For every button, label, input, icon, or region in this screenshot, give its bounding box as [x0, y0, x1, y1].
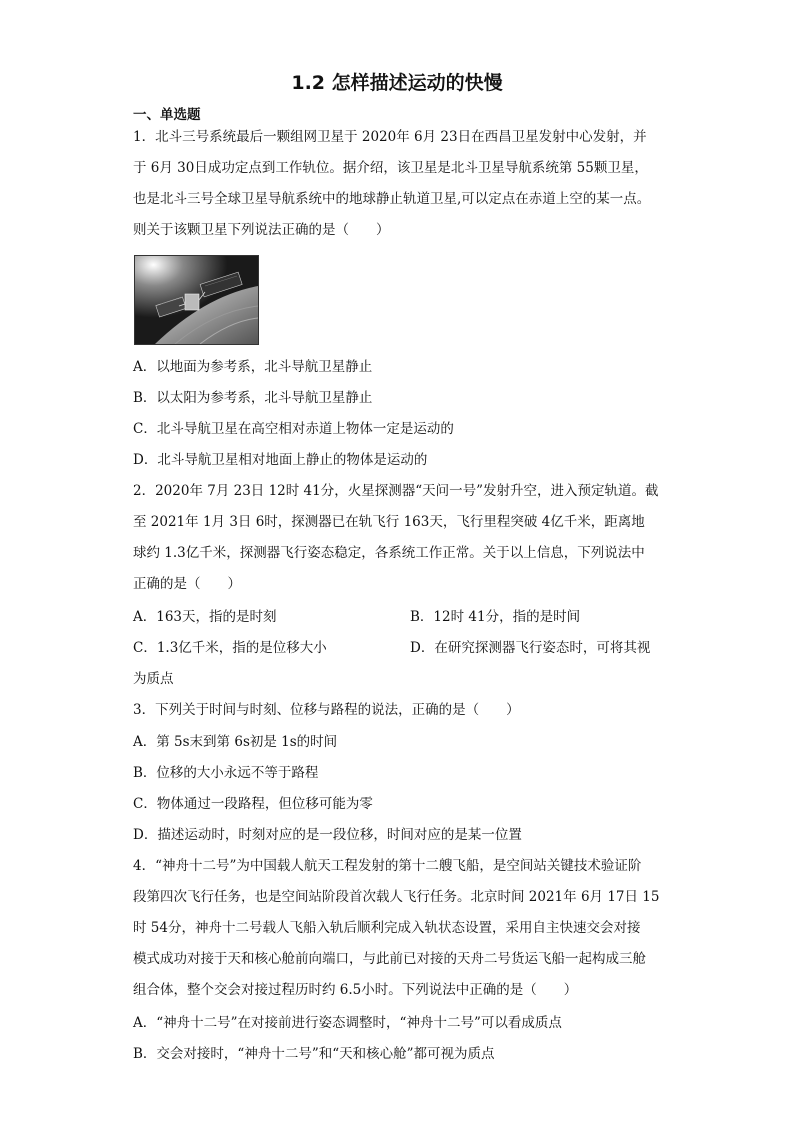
satellite-image: [134, 255, 259, 345]
q4-line-1: 4．“神舟十二号”为中国载人航天工程发射的第十二艘飞船，是空间站关键技术验证阶: [133, 858, 642, 874]
q3-option-d: D．描述运动时，时刻对应的是一段位移，时间对应的是某一位置: [133, 827, 522, 843]
section-heading: 一、单选题: [133, 107, 201, 123]
q1-line-1: 1．北斗三号系统最后一颗组网卫星于 2020年 6月 23日在西昌卫星发射中心发射，并: [133, 129, 647, 145]
q3-stem: 3．下列关于时间与时刻、位移与路程的说法，正确的是（ ）: [133, 702, 520, 718]
q3-option-b: B．位移的大小永远不等于路程: [133, 765, 319, 781]
q1-option-c: C．北斗导航卫星在高空相对赤道上物体一定是运动的: [133, 421, 454, 437]
q2-line-3: 球约 1.3亿千米，探测器飞行姿态稳定，各系统工作正常。关于以上信息，下列说法中: [133, 545, 645, 561]
q2-option-c: C．1.3亿千米，指的是位移大小: [133, 640, 327, 656]
q4-option-b: B．交会对接时，“神舟十二号”和“天和核心舱”都可视为质点: [133, 1046, 495, 1062]
q1-option-b: B．以太阳为参考系，北斗导航卫星静止: [133, 390, 373, 406]
q1-line-2: 于 6月 30日成功定点到工作轨位。据介绍，该卫星是北斗卫星导航系统第 55颗卫星，: [133, 160, 648, 176]
q2-line-1: 2．2020年 7月 23日 12时 41分，火星探测器“天问一号”发射升空，进入预定轨道。截: [133, 483, 659, 499]
q2-line-2: 至 2021年 1月 3日 6时，探测器已在轨飞行 163天，飞行里程突破 4亿千米，距离地: [133, 514, 645, 530]
page-title: 1.2 怎样描述运动的快慢: [291, 72, 503, 94]
q3-option-a: A．第 5s末到第 6s初是 1s的时间: [133, 734, 338, 750]
q2-option-d: D．在研究探测器飞行姿态时，可将其视: [410, 640, 651, 656]
q2-option-b: B．12时 41分，指的是时间: [410, 609, 581, 625]
q4-line-3: 时 54分，神舟十二号载人飞船入轨后顺利完成入轨状态设置，采用自主快速交会对接: [133, 920, 641, 936]
q1-line-3: 也是北斗三号全球卫星导航系统中的地球静止轨道卫星,可以定点在赤道上空的某一点。: [133, 191, 651, 207]
q4-line-5: 组合体，整个交会对接过程历时约 6.5小时。下列说法中正确的是（ ）: [133, 982, 578, 998]
q1-option-a: A．以地面为参考系，北斗导航卫星静止: [133, 359, 373, 375]
q4-option-a: A．“神舟十二号”在对接前进行姿态调整时，“神舟十二号”可以看成质点: [133, 1015, 562, 1031]
q3-option-c: C．物体通过一段路程，但位移可能为零: [133, 796, 373, 812]
q1-option-d: D．北斗导航卫星相对地面上静止的物体是运动的: [133, 452, 428, 468]
q1-line-4: 则关于该颗卫星下列说法正确的是（ ）: [133, 222, 390, 238]
q4-line-2: 段第四次飞行任务，也是空间站阶段首次载人飞行任务。北京时间 2021年 6月 17日 15: [133, 889, 660, 905]
q4-line-4: 模式成功对接于天和核心舱前向端口，与此前已对接的天舟二号货运飞船一起构成三舱: [133, 951, 646, 967]
q2-line-4: 正确的是（ ）: [133, 576, 241, 592]
q2-option-a: A．163天，指的是时刻: [133, 609, 277, 625]
q2-option-d-continued: 为质点: [133, 671, 174, 687]
